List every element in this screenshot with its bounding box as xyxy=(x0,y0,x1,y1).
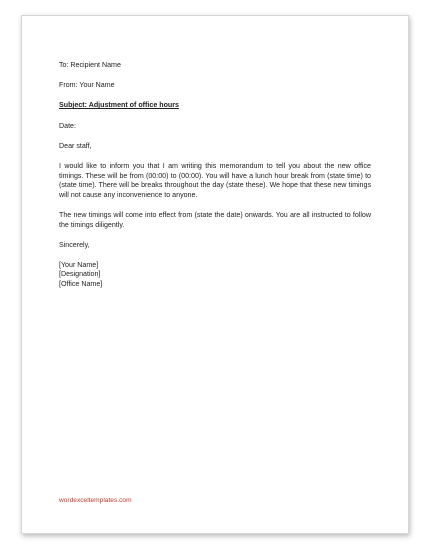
memo-paragraph-1: I would like to inform you that I am writing this memorandum to tell you about the new office timings. These will be from (00:00) to (00:00). You will have a lunch hour break from (state time) to (state time). There will be breaks throughout the day (state these). We hope that these new timings will not cause any inconvenience to anyone. xyxy=(59,161,371,199)
memo-salutation: Dear staff, xyxy=(59,141,92,150)
signature-designation: [Designation] xyxy=(59,270,101,279)
memo-closing: Sincerely, xyxy=(59,240,90,249)
document-page xyxy=(21,15,409,534)
footer-website: wordexceltemplates.com xyxy=(59,497,132,504)
memo-from: From: Your Name xyxy=(59,81,115,90)
memo-date: Date: xyxy=(59,121,76,130)
memo-paragraph-2: The new timings will come into effect from (state the date) onwards. You are all instructed to follow the timings diligently. xyxy=(59,210,371,229)
memo-to: To: Recipient Name xyxy=(59,61,121,69)
signature-name: [Your Name] xyxy=(59,260,99,269)
signature-office: [Office Name] xyxy=(59,280,103,289)
memo-subject: Subject: Adjustment of office hours xyxy=(59,101,179,110)
memo-body xyxy=(59,61,371,290)
